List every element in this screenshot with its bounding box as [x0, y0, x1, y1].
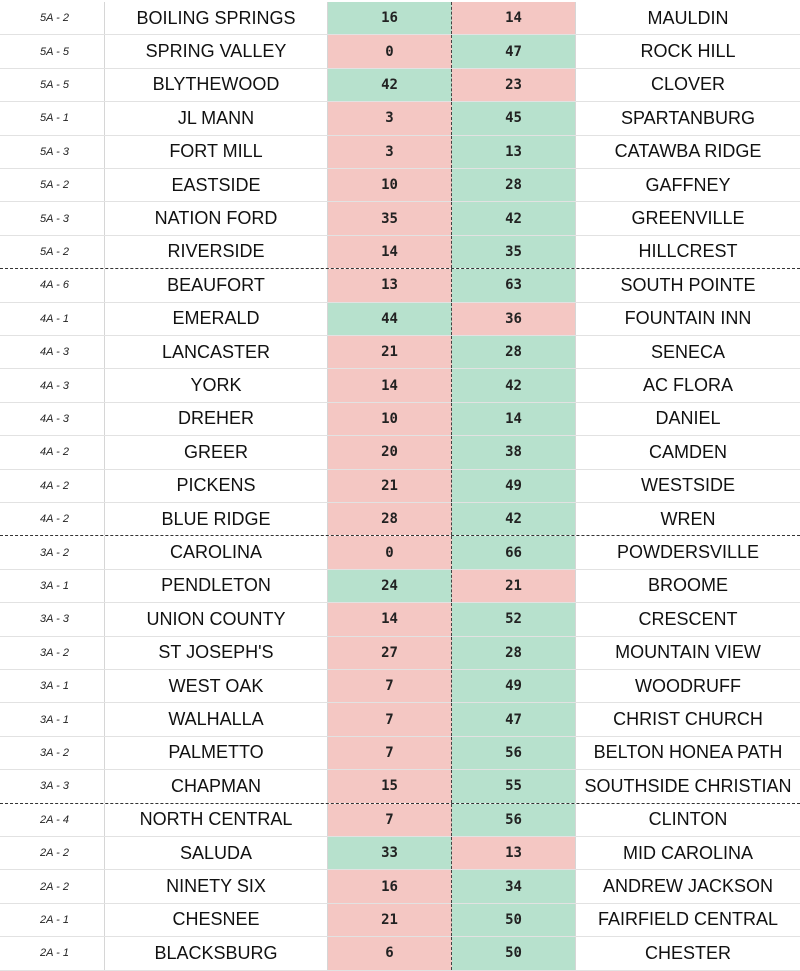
away-team-cell[interactable]: CLOVER — [650, 74, 726, 95]
away-team-cell[interactable]: FOUNTAIN INN — [624, 308, 752, 329]
away-team-cell[interactable]: SPARTANBURG — [620, 107, 756, 128]
division-cell[interactable]: 5A - 3 — [0, 202, 105, 234]
game-row — [0, 35, 800, 68]
away-team-cell[interactable]: DANIEL — [655, 408, 721, 429]
home-score-cell[interactable]: 20 — [328, 436, 452, 468]
home-team-cell[interactable]: BOILING SPRINGS — [105, 2, 328, 34]
home-score-cell[interactable]: 7 — [328, 703, 452, 735]
home-team-cell[interactable]: ST JOSEPH'S — [105, 637, 328, 669]
away-score-cell[interactable]: 55 — [452, 770, 576, 802]
away-score-cell[interactable]: 63 — [452, 269, 576, 301]
away-team-cell[interactable]: SENECA — [650, 341, 726, 362]
home-score-cell[interactable]: 0 — [328, 35, 452, 67]
away-score-cell[interactable]: 34 — [452, 870, 576, 902]
home-score-cell[interactable]: 13 — [328, 269, 452, 301]
game-row — [0, 436, 800, 469]
game-row — [0, 804, 800, 837]
division-cell[interactable]: 4A - 3 — [0, 336, 105, 368]
away-team-cell[interactable]: CATAWBA RIDGE — [614, 141, 762, 162]
home-score-cell[interactable]: 21 — [328, 336, 452, 368]
game-row — [0, 403, 800, 436]
division-cell[interactable]: 4A - 3 — [0, 403, 105, 435]
home-score-cell[interactable]: 14 — [328, 369, 452, 401]
away-team-cell[interactable]: WESTSIDE — [640, 475, 735, 496]
game-row — [0, 369, 800, 402]
away-score-cell[interactable]: 50 — [452, 937, 576, 969]
home-score-cell[interactable]: 21 — [328, 904, 452, 936]
game-row — [0, 303, 800, 336]
division-cell[interactable]: 4A - 2 — [0, 503, 105, 535]
home-team-cell[interactable]: SALUDA — [105, 837, 328, 869]
division-cell[interactable]: 3A - 2 — [0, 737, 105, 769]
division-cell[interactable]: 3A - 3 — [0, 603, 105, 635]
home-score-cell[interactable]: 35 — [328, 202, 452, 234]
game-row — [0, 202, 800, 235]
division-cell[interactable]: 4A - 2 — [0, 470, 105, 502]
away-team-cell[interactable]: AC FLORA — [642, 375, 734, 396]
home-team-cell[interactable]: PICKENS — [105, 470, 328, 502]
away-score-cell[interactable]: 14 — [452, 2, 576, 34]
away-score-cell[interactable]: 28 — [452, 637, 576, 669]
away-team-cell[interactable]: CLINTON — [648, 809, 728, 830]
away-score-cell[interactable]: 52 — [452, 603, 576, 635]
away-team-cell[interactable]: ANDREW JACKSON — [602, 876, 773, 897]
away-score-cell[interactable]: 35 — [452, 236, 576, 268]
away-score-cell[interactable]: 42 — [452, 503, 576, 535]
away-team-cell[interactable]: HILLCREST — [638, 241, 738, 262]
home-team-cell[interactable]: SPRING VALLEY — [105, 35, 328, 67]
home-team-cell[interactable]: GREER — [105, 436, 328, 468]
away-score-cell[interactable]: 42 — [452, 202, 576, 234]
away-score-cell[interactable]: 42 — [452, 369, 576, 401]
home-team-cell[interactable]: PENDLETON — [105, 570, 328, 602]
division-cell[interactable]: 4A - 3 — [0, 369, 105, 401]
home-score-cell[interactable]: 16 — [328, 870, 452, 902]
away-team-cell[interactable]: SOUTH POINTE — [620, 274, 756, 295]
game-row — [0, 536, 800, 569]
away-score-cell[interactable]: 13 — [452, 136, 576, 168]
home-score-cell[interactable]: 33 — [328, 837, 452, 869]
away-score-cell[interactable]: 50 — [452, 904, 576, 936]
home-score-cell[interactable]: 14 — [328, 603, 452, 635]
home-score-cell[interactable]: 3 — [328, 136, 452, 168]
away-score-cell[interactable]: 28 — [452, 336, 576, 368]
home-score-cell[interactable]: 27 — [328, 637, 452, 669]
away-team-cell[interactable]: GREENVILLE — [631, 208, 745, 229]
home-team-cell[interactable]: FORT MILL — [105, 136, 328, 168]
away-team-cell[interactable]: CRESCENT — [638, 608, 738, 629]
division-cell[interactable]: 3A - 1 — [0, 570, 105, 602]
home-team-cell[interactable]: YORK — [105, 369, 328, 401]
away-team-cell[interactable]: SOUTHSIDE CHRISTIAN — [584, 775, 792, 796]
home-score-cell[interactable]: 10 — [328, 403, 452, 435]
home-score-cell[interactable]: 44 — [328, 303, 452, 335]
game-row — [0, 169, 800, 202]
game-row — [0, 737, 800, 770]
division-cell[interactable]: 2A - 2 — [0, 870, 105, 902]
game-row — [0, 937, 800, 970]
game-row — [0, 870, 800, 903]
home-team-cell[interactable]: CAROLINA — [105, 536, 328, 568]
away-score-cell[interactable]: 38 — [452, 436, 576, 468]
home-team-cell[interactable]: BLUE RIDGE — [105, 503, 328, 535]
home-score-cell[interactable]: 28 — [328, 503, 452, 535]
home-team-cell[interactable]: EASTSIDE — [105, 169, 328, 201]
away-score-cell[interactable]: 21 — [452, 570, 576, 602]
away-team-cell[interactable]: ROCK HILL — [640, 41, 736, 62]
away-team-cell[interactable]: WOODRUFF — [635, 675, 741, 696]
away-score-cell[interactable]: 49 — [452, 670, 576, 702]
away-team-cell[interactable]: GAFFNEY — [645, 174, 731, 195]
division-cell[interactable]: 5A - 2 — [0, 169, 105, 201]
game-row — [0, 603, 800, 636]
home-team-cell[interactable]: UNION COUNTY — [105, 603, 328, 635]
division-cell[interactable]: 5A - 3 — [0, 136, 105, 168]
division-cell[interactable]: 4A - 6 — [0, 269, 105, 301]
away-score-cell[interactable]: 23 — [452, 69, 576, 101]
game-row — [0, 2, 800, 35]
home-team-cell[interactable]: RIVERSIDE — [105, 236, 328, 268]
away-score-cell[interactable]: 56 — [452, 737, 576, 769]
division-cell[interactable]: 2A - 1 — [0, 904, 105, 936]
home-team-cell[interactable]: WALHALLA — [105, 703, 328, 735]
away-team-cell[interactable]: MOUNTAIN VIEW — [615, 642, 761, 663]
division-cell[interactable]: 4A - 2 — [0, 436, 105, 468]
game-row — [0, 269, 800, 302]
game-row — [0, 570, 800, 603]
division-cell[interactable]: 5A - 2 — [0, 2, 105, 34]
home-score-cell[interactable]: 16 — [328, 2, 452, 34]
away-score-cell[interactable]: 47 — [452, 35, 576, 67]
game-row — [0, 904, 800, 937]
home-team-cell[interactable]: BLYTHEWOOD — [105, 69, 328, 101]
game-row — [0, 837, 800, 870]
away-score-cell[interactable]: 47 — [452, 703, 576, 735]
home-team-cell[interactable]: BLACKSBURG — [105, 937, 328, 969]
home-team-cell[interactable]: PALMETTO — [105, 737, 328, 769]
home-team-cell[interactable]: NINETY SIX — [105, 870, 328, 902]
division-cell[interactable]: 5A - 5 — [0, 69, 105, 101]
game-row — [0, 637, 800, 670]
home-score-cell[interactable]: 14 — [328, 236, 452, 268]
division-cell[interactable]: 3A - 2 — [0, 637, 105, 669]
home-team-cell[interactable]: JL MANN — [105, 102, 328, 134]
home-score-cell[interactable]: 42 — [328, 69, 452, 101]
game-row — [0, 102, 800, 135]
away-score-cell[interactable]: 66 — [452, 536, 576, 568]
away-team-cell[interactable]: BELTON HONEA PATH — [593, 742, 783, 763]
home-team-cell[interactable]: BEAUFORT — [105, 269, 328, 301]
division-cell[interactable]: 3A - 1 — [0, 670, 105, 702]
game-row — [0, 236, 800, 269]
home-score-cell[interactable]: 7 — [328, 737, 452, 769]
away-team-cell[interactable]: MAULDIN — [647, 7, 729, 28]
away-team-cell[interactable]: CHESTER — [644, 942, 731, 963]
home-team-cell[interactable]: DREHER — [105, 403, 328, 435]
away-score-cell[interactable]: 36 — [452, 303, 576, 335]
game-row — [0, 470, 800, 503]
away-team-cell[interactable]: MID CAROLINA — [622, 842, 754, 863]
home-team-cell[interactable]: CHAPMAN — [105, 770, 328, 802]
home-score-cell[interactable]: 21 — [328, 470, 452, 502]
division-cell[interactable]: 2A - 2 — [0, 837, 105, 869]
away-team-cell[interactable]: CAMDEN — [648, 441, 727, 462]
home-score-cell[interactable]: 24 — [328, 570, 452, 602]
game-row — [0, 670, 800, 703]
division-cell[interactable]: 3A - 3 — [0, 770, 105, 802]
home-team-cell[interactable]: EMERALD — [105, 303, 328, 335]
away-team-cell[interactable]: WREN — [660, 508, 716, 529]
home-team-cell[interactable]: LANCASTER — [105, 336, 328, 368]
home-team-cell[interactable]: NATION FORD — [105, 202, 328, 234]
division-cell[interactable]: 3A - 1 — [0, 703, 105, 735]
away-team-cell[interactable]: BROOME — [647, 575, 728, 596]
home-score-cell[interactable]: 0 — [328, 536, 452, 568]
game-row — [0, 703, 800, 736]
home-score-cell[interactable]: 7 — [328, 670, 452, 702]
away-score-cell[interactable]: 56 — [452, 804, 576, 836]
away-team-cell[interactable]: CHRIST CHURCH — [613, 709, 763, 730]
home-score-cell[interactable]: 10 — [328, 169, 452, 201]
away-score-cell[interactable]: 28 — [452, 169, 576, 201]
division-cell[interactable]: 4A - 1 — [0, 303, 105, 335]
division-cell[interactable]: 5A - 1 — [0, 102, 105, 134]
home-score-cell[interactable]: 6 — [328, 937, 452, 969]
home-score-cell[interactable]: 7 — [328, 804, 452, 836]
away-score-cell[interactable]: 49 — [452, 470, 576, 502]
division-cell[interactable]: 2A - 4 — [0, 804, 105, 836]
game-row — [0, 336, 800, 369]
game-row — [0, 503, 800, 536]
division-cell[interactable]: 2A - 1 — [0, 937, 105, 969]
home-score-cell[interactable]: 3 — [328, 102, 452, 134]
away-score-cell[interactable]: 45 — [452, 102, 576, 134]
game-row — [0, 69, 800, 102]
home-score-cell[interactable]: 15 — [328, 770, 452, 802]
away-team-cell[interactable]: FAIRFIELD CENTRAL — [597, 909, 779, 930]
division-cell[interactable]: 5A - 2 — [0, 236, 105, 268]
game-row — [0, 770, 800, 803]
away-score-cell[interactable]: 13 — [452, 837, 576, 869]
home-team-cell[interactable]: NORTH CENTRAL — [105, 804, 328, 836]
home-team-cell[interactable]: WEST OAK — [105, 670, 328, 702]
home-team-cell[interactable]: CHESNEE — [105, 904, 328, 936]
game-row — [0, 136, 800, 169]
division-cell[interactable]: 3A - 2 — [0, 536, 105, 568]
division-cell[interactable]: 5A - 5 — [0, 35, 105, 67]
away-score-cell[interactable]: 14 — [452, 403, 576, 435]
away-team-cell[interactable]: POWDERSVILLE — [616, 542, 760, 563]
